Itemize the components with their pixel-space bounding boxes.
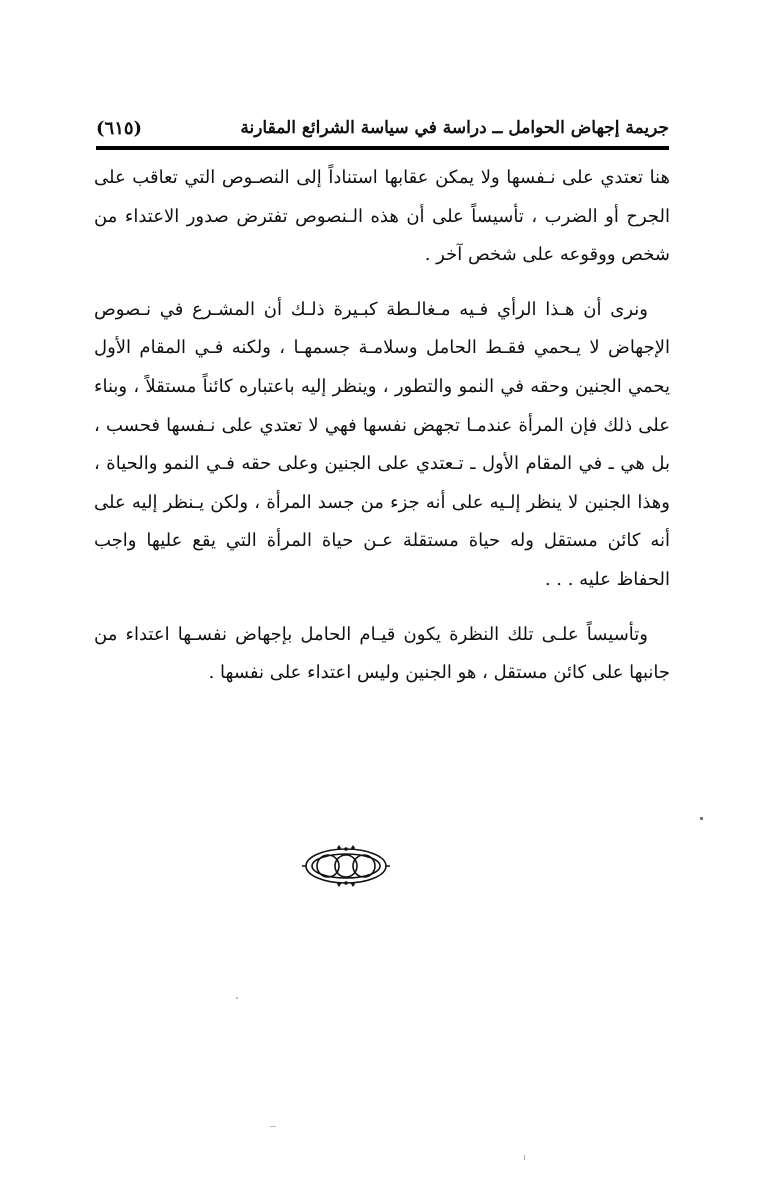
page-number: (٦١٥) [96, 117, 143, 139]
decorative-ornament-icon [302, 844, 390, 888]
scan-speck [270, 1126, 276, 1127]
body-text [94, 159, 670, 693]
paragraph-2: ونرى أن هـذا الرأي فـيه مـغالـطة كبـيرة ذلـك أن المشـرع في نـصوص الإجهاض لا يـحمي فقـط الحامل وسلامـة جسمهـا ، ولكنه فـي المقام الأول يحمي الجنين وحقه في النمو والتطور ، وينظر إليه باعتباره كائناً مستقلاً ، وبناء على ذلك فإن المرأة عندمـا تجهض نفسها فهي لا تعتدي على نـفسها فحسب ، بل هي ـ في المقام الأول ـ تـعتدي على الجنين وعلى حقه فـي النمو والحياة ، وهذا الجنين لا ينظر إلـيه على أنه جزء من جسد المرأة ، ولكن يـنظر إليه على أنه كائن مستقل وله حياة مستقلة عـن حياة المرأة التي يقع عليها واجب الحفاظ عليه . . . [94, 298, 670, 590]
scan-speck [700, 817, 703, 820]
running-header [96, 113, 669, 143]
paragraph-gap [94, 600, 670, 616]
header-rule [96, 146, 669, 150]
paragraph-gap [94, 275, 670, 291]
paragraph-3: وتأسيساً علـى تلك النظرة يكون قيـام الحامل بإجهاض نفسـها اعتداء من جانبها على كائن مستقل ، هو الجنين وليس اعتداء على نفسها . [94, 623, 670, 684]
scan-speck [236, 997, 238, 999]
paragraph-1: هنا تعتدي على نـفسها ولا يمكن عقابها استناداً إلى النصـوص التي تعاقب على الجرح أو الضرب ، تأسيساً على أن هذه الـنصوص تفترض صدور الاعتداء من شخص ووقوعه على شخص آخر . [94, 167, 670, 266]
scan-speck [524, 1155, 525, 1160]
running-title: جريمة إجهاض الحوامل ــ دراسة في سياسة الشرائع المقارنة [240, 118, 669, 138]
